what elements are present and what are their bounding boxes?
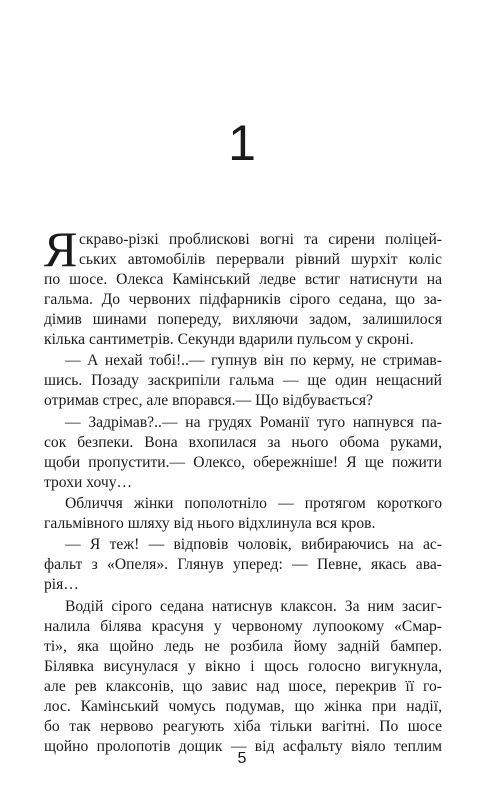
- text-line: дімив шинами попереду, вихляючи задом, залишилося: [44, 311, 442, 328]
- text-line: фальт з «Опеля». Глянув уперед: — Певне, якась ава-: [44, 556, 442, 573]
- text-line: рія…: [44, 576, 79, 593]
- text-line: гальма. До червоних підфарників сірого седана, що за-: [44, 291, 442, 308]
- text-line: Білявка висунулася у вікно і щось голосно вигукнула,: [44, 658, 442, 675]
- text-line: трохи хочу…: [44, 474, 133, 491]
- text-line: щойно пролопотів дощик — від асфальту віяло теплим: [44, 738, 442, 755]
- text-line: — А нехай тобі!..— гупнув він по керму, не стримав-: [65, 352, 442, 369]
- text-line: Обличчя жінки пополотніло — протягом короткого: [65, 495, 442, 512]
- text-line: скраво-різкі проблискові вогні та сирени поліцей-: [79, 231, 442, 248]
- text-line: кілька сантиметрів. Секунди вдарили пульсом у скроні.: [44, 331, 414, 348]
- text-line: ті», яка щойно ледь не розбила йому задній бампер.: [44, 638, 442, 655]
- text-line: отримав стрес, але впорався.— Що відбувається?: [44, 392, 373, 409]
- text-line: по шосе. Олекса Камінський ледве встиг натиснути на: [44, 271, 442, 288]
- text-line: ських автомобілів перервали рівний шурхіт коліс: [79, 251, 442, 268]
- page-number: 5: [237, 750, 247, 767]
- text-line: сок безпеки. Вона вхопилася за нього обома руками,: [44, 434, 442, 451]
- text-line: — Задрімав?..— на грудях Романії туго напнувся па-: [65, 414, 442, 431]
- text-line: щоби пропустити.— Олексо, обережніше! Я ще пожити: [44, 454, 442, 471]
- text-line: Водій сірого седана натиснув клаксон. За ним засиг-: [65, 598, 442, 615]
- text-line: лос. Камінський чомусь подумав, що жінка при надії,: [44, 698, 442, 715]
- text-line: але рев клаксонів, що завис над шосе, перекрив її го-: [44, 678, 442, 695]
- text-line: налила білява красуня у червоному лупоокому «Смар-: [44, 618, 442, 635]
- chapter-number: 1: [228, 115, 256, 171]
- text-line: шись. Позаду заскрипіли гальма — ще один нещасний: [44, 372, 442, 389]
- text-line: бо так нервово реагують хіба тільки вагітні. По шосе: [44, 718, 442, 735]
- text-line: гальмівного шляху від нього відхлинула вся кров.: [44, 515, 376, 532]
- text-line: — Я теж! — відповів чоловік, вибираючись на ас-: [65, 536, 442, 553]
- drop-cap-letter: Я: [44, 221, 78, 277]
